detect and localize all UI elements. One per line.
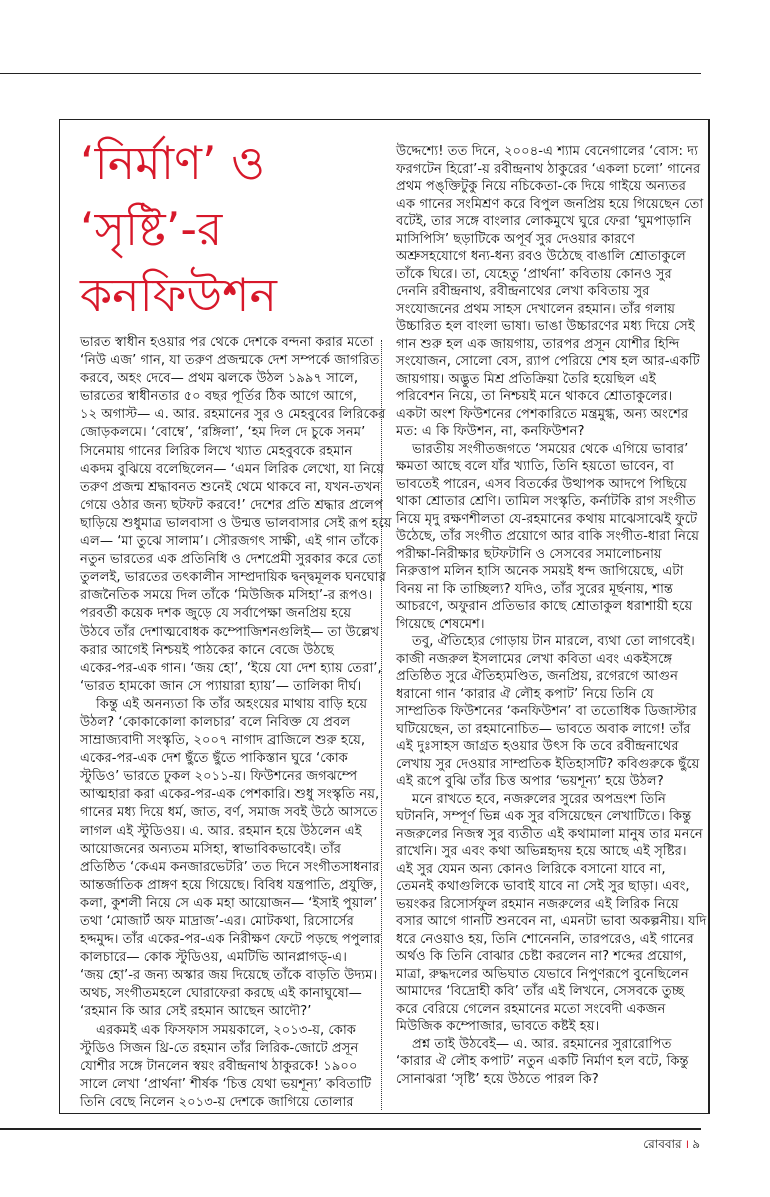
text-line: যোশীর সঙ্গে টানলেন স্বয়ং রবীন্দ্রনাথ ঠাকুরকে! ১৯০০ bbox=[80, 1058, 358, 1074]
text-line: রাজনৈতিক সময়ে দিল তাঁকে ‘মিউজিক মসিহা’-র রূপও। bbox=[80, 588, 373, 604]
text-line: নিরুত্তাপ মলিন হাসি অনেক সময়ই ধন্দ জাগিয়েছে, এটা bbox=[396, 564, 684, 579]
text-line: মাসিপিসি’ ছড়াটিকে অপূর্ব সুর দেওয়ার কারণে bbox=[396, 231, 635, 247]
footer-separator: । bbox=[684, 1137, 690, 1151]
text-line: ‘জয় হো’-র জন্য অস্কার জয় দিয়েছে তাঁকে বাড়তি উদ্যম। bbox=[80, 968, 378, 984]
text-line: লেখায় সুর দেওয়ার সাম্প্রতিক ইতিহাসটি? কবিগুরুকে ছুঁয়ে bbox=[396, 756, 700, 772]
text-line: প্রতিষ্ঠিত ‘কেএম কনজারভেটরি’ তত দিনে সংগীতসাধনার bbox=[80, 859, 380, 875]
text-line: তিনি বেছে নিলেন ২০১৩-য় দেশকে জাগিয়ে তোলার bbox=[80, 1094, 354, 1110]
text-line: ক্ষমতা আছে বলে যাঁর খ্যাতি, তিনি হয়তো ভাবেন, বা bbox=[396, 459, 674, 474]
paragraph bbox=[80, 696, 381, 1022]
text-line: গিয়েছে শেষমেশ। bbox=[396, 616, 485, 632]
text-line: উচ্চারিত হল বাংলা ভাষা। ভাঙা উচ্চারণের মধ্য দিয়ে সেই bbox=[396, 319, 695, 334]
text-line: উঠল? ‘কোকাকোলা কালচার’ বলে নিবিক্ত যে প্রবল bbox=[80, 714, 351, 730]
text-line: ভারত স্বাধীন হওয়ার পর থেকে দেশকে বন্দনা করার মতো bbox=[80, 335, 374, 350]
text-line: অশ্রুসহযোগে ধন্য-ধন্য রবও উঠেছে বাঙালি শ্রোতাকুলে bbox=[396, 249, 686, 264]
paragraph bbox=[396, 143, 708, 441]
text-line: নতুন ভারতের এক প্রতিনিধি ও দেশপ্রেমী সুরকার করে তো bbox=[80, 552, 382, 568]
text-line: ‘রহমান কি আর সেই রহমান আছেন আদৌ?’ bbox=[80, 1004, 312, 1020]
text-line: প্রশ্ন তাই উঠবেই— এ. আর. রহমানের সুরারোপিত bbox=[412, 1036, 672, 1052]
text-line: স্টুডিও সিজন থ্রি-তে রহমান তাঁর লিরিক-জোটে প্রসূন bbox=[80, 1040, 359, 1056]
title-line: ‘নির্মাণ’ ও bbox=[80, 136, 266, 190]
text-line: অথচ, সংগীতমহলে ঘোরাফেরা করছে এই কানাঘুষো— bbox=[80, 986, 362, 1002]
text-line: ভয়ংকর রিসোর্সফুল রহমান নজরুলের এই লিরিক নিয়ে bbox=[396, 896, 679, 912]
text-line: নিয়ে মৃদু রক্ষণশীলতা যে-রহমানের কথায় মাঝেসাঝেই ফুটে bbox=[396, 511, 698, 527]
text-line: আয়োজনের অন্যতম মসিহা, স্বাভাবিকভাবেই। তাঁর bbox=[80, 841, 342, 857]
bottom-rule bbox=[0, 1128, 701, 1130]
text-line: পরিবেশন নিয়ে, তা নিশ্চয়ই মনে থাকবে শ্রোতাকুলের। bbox=[396, 389, 673, 404]
text-line: জায়গায়। অদ্ভুত মিশ্র প্রতিক্রিয়া তৈরি হয়েছিল এই bbox=[396, 371, 656, 387]
text-line: রাখেনি। সুর এবং কথা অভিন্নহৃদয় হয়ে আছে এই সৃষ্টির। bbox=[396, 844, 687, 859]
text-line: প্রথম পঙ্‌ক্তিটুকু নিয়ে নচিকেতা-কে দিয়ে গাইয়ে অন্যতর bbox=[396, 179, 686, 194]
text-line: সালে লেখা ‘প্রার্থনা’ শীর্ষক ‘চিত্ত যেথা ভয়শূন্য’ কবিতাটি bbox=[80, 1076, 372, 1092]
text-line: তরুণ প্রজন্ম শ্রদ্ধাবনত শুনেই থেমে থাকবে না, যখন-তখন bbox=[80, 479, 381, 495]
text-line: মত: এ কি ফিউশন, না, কনফিউশন? bbox=[396, 424, 585, 439]
text-line: সাম্রাজ্যবাদী সংস্কৃতি, ২০০৭ নাগাদ ব্রাজিলে শুরু হয়ে, bbox=[80, 733, 366, 749]
paragraph bbox=[80, 334, 392, 696]
text-line: করে বেরিয়ে গেলেন রহমানের মতো সংবেদী একজন bbox=[396, 1001, 666, 1017]
text-line: সোনাঝরা ‘সৃষ্টি’ হয়ে উঠতে পারল কি? bbox=[396, 1071, 599, 1087]
text-line: ঘটাননি, সম্পূর্ণ ভিন্ন এক সুর বসিয়েছেন লেখাটিতে। কিন্তু bbox=[396, 809, 692, 824]
right-column bbox=[396, 143, 708, 1088]
text-line: সাম্প্রতিক ফিউশনের ‘কনফিউশন’ বা ততোধিক ডিজাস্টার bbox=[396, 704, 697, 719]
text-line: পরীক্ষা-নিরীক্ষার ছটফটানি ও সেসবের সমালোচনায় bbox=[396, 546, 662, 562]
text-line: এই দুঃসাহস জাগ্রত হওয়ার উৎস কি তবে রবীন্দ্রনাথের bbox=[396, 739, 679, 754]
article-title bbox=[80, 130, 277, 328]
text-line: হদ্দমুদ্দ। তাঁর একের-পর-এক নিরীক্ষণ ফেটে পড়ছে পপুলার bbox=[80, 932, 381, 948]
text-line: ‘ভারত হামকো জান সে প্যায়ারা হ্যায়’— তালিকা দীর্ঘ। bbox=[80, 678, 362, 694]
text-line: ঘটিয়েছেন, তা রহমানোচিত— ভাবতে অবাক লাগে! তাঁর bbox=[396, 721, 691, 737]
text-line: এরকমই এক ফিসফাস সময়কালে, ২০১৩-য়, কোক bbox=[96, 1022, 357, 1038]
text-line: ১২ অগাস্ট— এ. আর. রহমানের সুর ও মেহবুবের লিরিকের bbox=[80, 407, 386, 423]
text-line: কলা, কুশলী নিয়ে সে এক মহা আয়োজন— ‘ইসাই পুয়াল’ bbox=[80, 895, 378, 911]
text-line: কালচারে— কোক স্টুডিওয়, এমটিভি আনপ্লাগড্‌-এ। bbox=[80, 950, 347, 966]
paragraph bbox=[396, 791, 708, 1036]
text-line: তবু, ঐতিহ্যের গোড়ায় টান মারলে, ব্যথা তো লাগবেই। bbox=[412, 634, 695, 649]
text-line: তেমনই কথাগুলিকে ভাবাই যাবে না সেই সুর ছাড়া। এবং, bbox=[396, 879, 690, 894]
text-line: বসার আগে গানটি শুনবেন না, এমনটা ভাবা অকল্পনীয়। যদি bbox=[396, 914, 707, 929]
text-line: জোড়কলমে। ‘বোম্বে’, ‘রঙ্গিলা’, ‘হম দিল দে চুকে সনম’ bbox=[80, 425, 366, 441]
title-line: ‘সৃষ্টি’-র bbox=[80, 202, 223, 256]
text-line: উঠেছে, তাঁর সংগীত প্রয়োগে আর বাকি সংগীত-ধারা নিয়ে bbox=[396, 529, 700, 544]
text-line: বটেই, তার সঙ্গে বাংলার লোকমুখে ঘুরে ফেরা ‘ঘুমপাড়ানি bbox=[396, 214, 692, 229]
text-line: উঠবে তাঁর দেশাত্মবোধক কম্পোজিশনগুলিই— তা উল্লেখ bbox=[80, 624, 380, 640]
text-line: প্রতিষ্ঠিত সুরে ঐতিহ্যমণ্ডিত, জনপ্রিয়, রগেরগে আগুন bbox=[396, 669, 678, 684]
text-line: মিউজিক কম্পোজার, ভাবতে কষ্টই হয়। bbox=[396, 1019, 600, 1034]
text-line: কিন্তু এই অনন্যতা কি তাঁর অহংয়ের মাথায় বাড়ি হয়ে bbox=[96, 696, 368, 712]
text-line: মনে রাখতে হবে, নজরুলের সুরের অপভ্রংশ তিনি bbox=[412, 791, 666, 807]
text-line: গান শুরু হল এক জায়গায়, তারপর প্রসূন যোশীর হিন্দি bbox=[396, 336, 680, 352]
text-line: সংযোজনের প্রথম সাহস দেখালেন রহমান। তাঁর গলায় bbox=[396, 301, 676, 317]
text-line: তুললই, ভারতের তৎকালীন সাম্প্রদায়িক দ্বন্দ্বমূলক ঘনঘোর bbox=[80, 570, 386, 586]
text-line: আন্তর্জাতিক প্রাঙ্গণ হয়ে গিয়েছে। বিবিধ যন্ত্রপাতি, প্রযুক্তি, bbox=[80, 877, 378, 893]
text-line: একের-পর-এক গান। ‘জয় হো’, ‘ইয়ে যো দেশ হ্যায় তেরা’, bbox=[80, 660, 382, 676]
text-line: গানের মধ্য দিয়ে ধর্ম, জাত, বর্ণ, সমাজ সবই উঠে আসতে bbox=[80, 805, 378, 821]
text-line: অর্থও কি তিনি বোঝার চেষ্টা করলেন না? শব্দের প্রয়োগ, bbox=[396, 949, 687, 964]
text-line: উদ্দেশ্যে! তত দিনে, ২০০৪-এ শ্যাম বেনেগালের ‘বোস: দ্য bbox=[396, 144, 698, 159]
text-line: বিনয় না কি তাচ্ছিল্য? যদিও, তাঁর সুরের মূর্ছনায়, শান্ত bbox=[396, 581, 673, 597]
text-line: এক গানের সংমিশ্রণ করে বিপুল জনপ্রিয় হয়ে গিয়েছেন তো bbox=[396, 196, 704, 212]
text-line: এই সুর যেমন অন্য কোনও লিরিকে বসানো যাবে না, bbox=[396, 861, 666, 877]
text-line: মাত্রা, রুদ্ধদলের অভিঘাত যেভাবে নিপুণরূপে বুনেছিলেন bbox=[396, 966, 689, 982]
text-line: নজরুলের নিজস্ব সুর ব্যতীত এই কথামালা মানুষ তার মননে bbox=[396, 826, 703, 842]
text-line: ধরানো গান ‘কারার ঐ লৌহ কপাট’ নিয়ে তিনি যে bbox=[396, 686, 654, 702]
text-line: গেয়ে ওঠার জন্য ছটফট করবে!’ দেশের প্রতি শ্রদ্ধার প্রলেপ bbox=[80, 497, 383, 513]
text-line: দেননি রবীন্দ্রনাথ, রবীন্দ্রনাথের লেখা কবিতায় সুর bbox=[396, 284, 650, 299]
text-line: থাকা শ্রোতার শ্রেণি। তামিল সংস্কৃতি, কর্নাটকি রাগ সংগীত bbox=[396, 494, 696, 509]
text-line: ধরে নেওয়াও হয়, তিনি শোনেননি, তারপরেও, এই গানের bbox=[396, 931, 694, 947]
footer-section: রোববার bbox=[643, 1137, 682, 1151]
text-line: এই রূপে বুঝি তাঁর চিত্ত অপার ‘ভয়শূন্য’ হয়ে উঠল? bbox=[396, 774, 664, 789]
text-line: ‘কারার ঐ লৌহ কপাট’ নতুন একটি নির্মাণ হল বটে, কিন্তু bbox=[396, 1054, 689, 1069]
column-divider bbox=[381, 340, 382, 1110]
text-line: লাগল এই স্টুডিওয়। এ. আর. রহমান হয়ে উঠলেন এই bbox=[80, 823, 362, 839]
text-line: একদম বুঝিয়ে বলেছিলেন— ‘এমন লিরিক লেখো, যা নিয়ে bbox=[80, 461, 384, 477]
text-line: একটা অংশ ফিউশনের পেশকারিতে মন্ত্রমুগ্ধ, অন্য অংশের bbox=[396, 406, 689, 422]
top-rule bbox=[0, 73, 701, 74]
text-line: তাঁকে ঘিরে। তা, যেহেতু ‘প্রার্থনা’ কবিতায় কোনও সুর bbox=[396, 266, 672, 282]
text-line: ভারতের স্বাধীনতার ৫০ বছর পূর্তির ঠিক আগে আগে, bbox=[80, 389, 358, 405]
text-line: এল— ‘মা তুঝে সালাম’। সৌরজগৎ সাক্ষী, এই গান তাঁকে bbox=[80, 534, 379, 550]
text-line: সংযোজন, সোলো বেস, র‌্যাপ পেরিয়ে শেষ হল আর-একটি bbox=[396, 354, 700, 369]
text-line: ফরগটেন হিরো’-য় রবীন্দ্রনাথ ঠাকুরের ‘একলা চলো’ গানের bbox=[396, 161, 701, 177]
text-line: ছাড়িয়ে শুধুমাত্র ভালবাসা ও উন্মত্ত ভালবাসার সেই রূপ হয়ে bbox=[80, 515, 392, 531]
page-footer bbox=[643, 1135, 700, 1156]
text-line: সিনেমায় গানের লিরিক লিখে খ্যাত মেহবুবকে রহমান bbox=[80, 443, 353, 459]
title-line: কনফিউশন bbox=[80, 268, 277, 322]
text-line: পরবর্তী কয়েক দশক জুড়ে যে সর্বাপেক্ষা জনপ্রিয় হয়ে bbox=[80, 606, 352, 622]
text-line: ভাবতেই পারেন, এসব বিতর্কের উত্থাপক আদপে পিছিয়ে bbox=[396, 476, 687, 492]
text-line: স্টুডিও’ ভারতে ঢুকল ২০১১-য়। ফিউশনের জগঝম্পে bbox=[80, 769, 358, 785]
text-line: কাজী নজরুল ইসলামের লেখা কবিতা এবং একইসঙ্গে bbox=[396, 651, 673, 667]
text-line: তথা ‘মোজার্ট অফ মাদ্রাজ’-এর। মোটকথা, রিসোর্সের bbox=[80, 914, 354, 929]
text-line: আমাদের ‘বিদ্রোহী কবি’ তাঁর এই লিখনে, সেসবকে তুচ্ছ bbox=[396, 984, 685, 999]
text-line: ‘নিউ এজ’ গান, যা তরুণ প্রজন্মকে দেশ সম্পর্কে জাগরিত bbox=[80, 353, 380, 369]
paragraph bbox=[396, 1036, 708, 1089]
text-line: একের-পর-এক দেশ ছুঁতে ছুঁতে পাকিস্তান ঘুরে ‘কোক bbox=[80, 751, 348, 767]
text-line: করবে, অহং দেবে— প্রথম ঝলকে উঠল ১৯৯৭ সালে, bbox=[80, 371, 359, 387]
paragraph bbox=[80, 1022, 376, 1112]
page-number: ৯ bbox=[692, 1137, 700, 1151]
text-line: করার আগেই নিশ্চয়ই পাঠকের কানে বেজে উঠছে bbox=[80, 642, 334, 658]
text-line: আচরণে, অফুরান প্রতিভার কাছে শ্রোতাকুল ধরাশায়ী হয়ে bbox=[396, 599, 693, 614]
paragraph bbox=[396, 441, 708, 634]
text-line: ভারতীয় সংগীতজগতে ‘সময়ের থেকে এগিয়ে ভাবার’ bbox=[412, 441, 689, 457]
text-line: আত্মহারা করা একের-পর-এক পেশকারি। শুধু সংস্কৃতি নয়, bbox=[80, 787, 380, 803]
paragraph bbox=[396, 633, 708, 791]
left-column bbox=[80, 334, 392, 1112]
